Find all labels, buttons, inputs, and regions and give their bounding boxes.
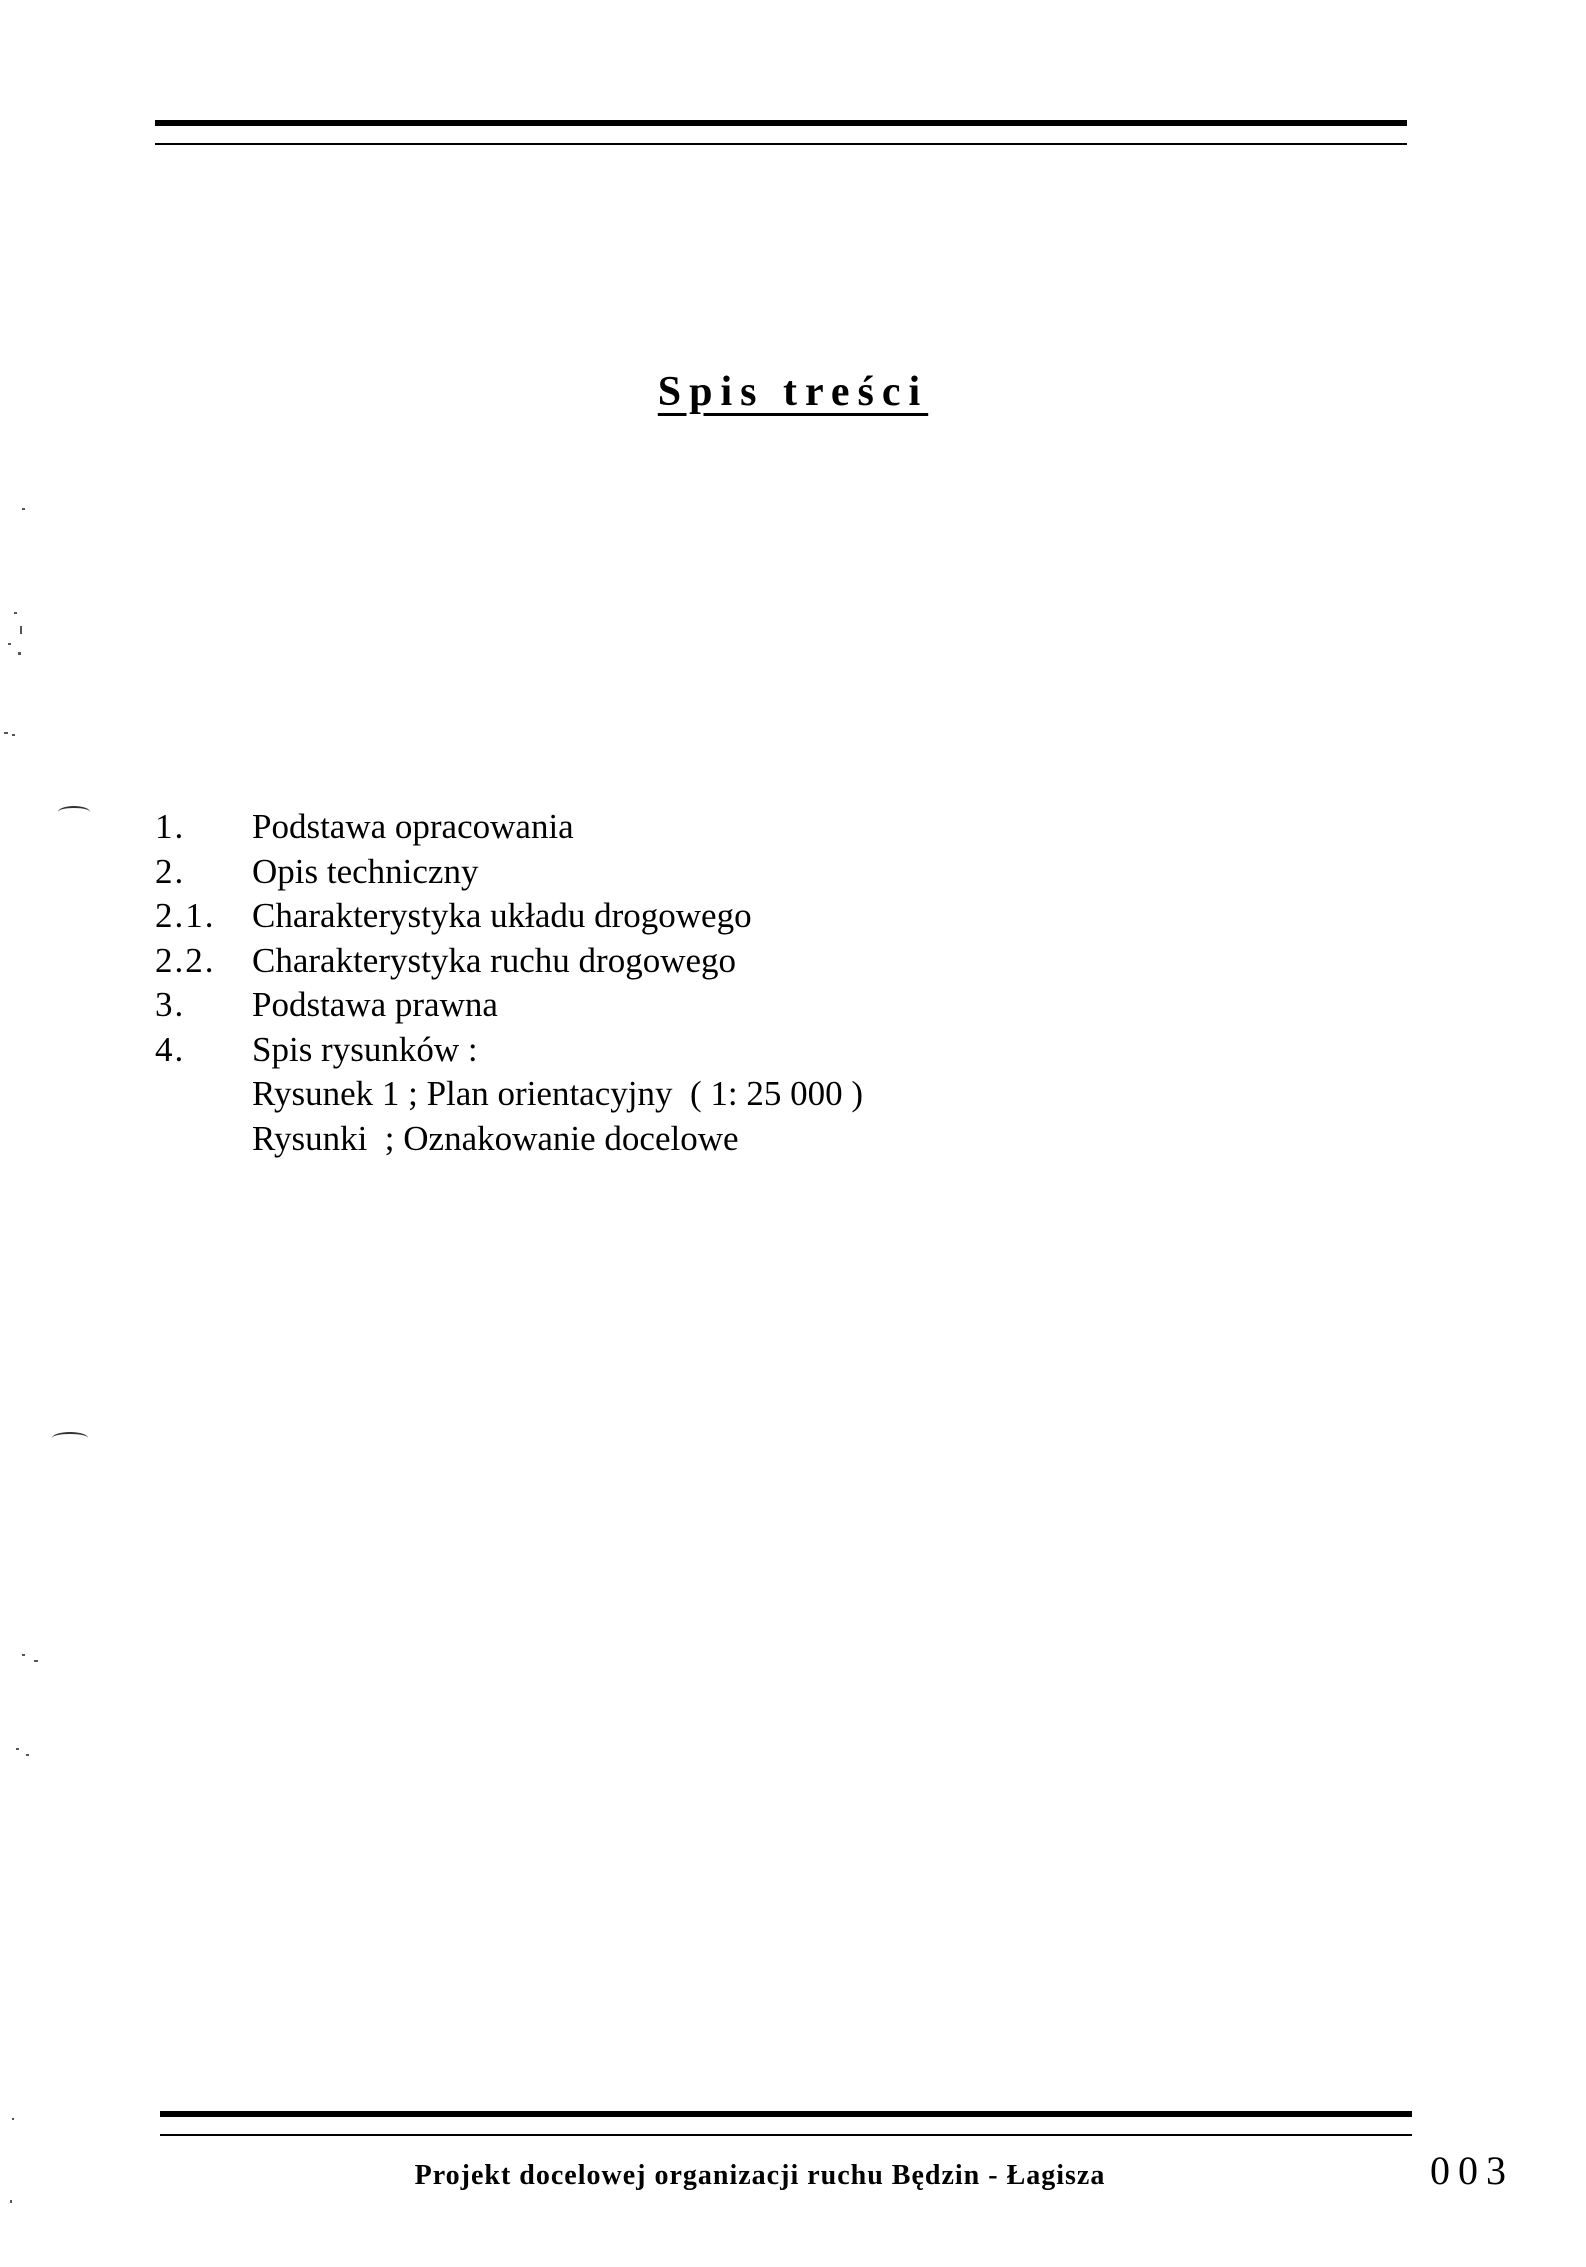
scan-speck xyxy=(34,1660,38,1662)
toc-entry-number: 4. xyxy=(155,1029,186,1069)
scan-speck xyxy=(22,1654,25,1656)
toc-entry-label: Rysunek 1 ; Plan orientacyjny ( 1: 25 000 ) xyxy=(252,1074,864,1113)
scan-speck xyxy=(26,1754,29,1756)
scan-mark xyxy=(52,1432,88,1444)
toc-entry xyxy=(155,850,1155,895)
toc-entry-label: Charakterystyka układu drogowego xyxy=(252,896,752,935)
scan-mark xyxy=(58,806,90,818)
toc-entry-number: 2.1. xyxy=(155,896,216,935)
toc-entry-label: Podstawa prawna xyxy=(252,985,498,1024)
scan-speck xyxy=(12,734,15,736)
toc-entry-label: Charakterystyka ruchu drogowego xyxy=(252,940,737,980)
scan-speck xyxy=(14,612,17,614)
scan-speck xyxy=(8,643,11,645)
toc-subentry xyxy=(155,1117,1155,1162)
toc-entry-number: 3. xyxy=(155,985,186,1024)
header-rule-thick xyxy=(155,120,1407,126)
footer-rule-thick xyxy=(160,2111,1412,2117)
scan-speck xyxy=(4,732,8,734)
footer-project-title: Projekt docelowej organizacji ruchu Będzin - Łagisza xyxy=(414,2160,1106,2191)
table-of-contents xyxy=(155,805,1155,1161)
toc-entry-label: Opis techniczny xyxy=(252,851,479,891)
header-rule-thin xyxy=(155,143,1407,145)
toc-entry-label: Spis rysunków : xyxy=(252,1029,478,1069)
footer-rule-thin xyxy=(160,2134,1412,2136)
toc-entry xyxy=(155,983,1155,1028)
toc-entry-number: 2.2. xyxy=(155,940,216,980)
page-number: 003 xyxy=(1430,2148,1514,2193)
scan-speck xyxy=(16,1748,19,1750)
toc-entry xyxy=(155,939,1155,984)
toc-entry xyxy=(155,1028,1155,1073)
scan-speck xyxy=(20,626,22,634)
toc-entry xyxy=(155,805,1155,850)
toc-entry-number: 2. xyxy=(155,851,186,891)
toc-entry-label: Podstawa opracowania xyxy=(252,807,574,846)
toc-subentry xyxy=(155,1072,1155,1117)
toc-entry-number: 1. xyxy=(155,807,186,846)
toc-entry xyxy=(155,894,1155,939)
scan-speck xyxy=(10,2200,12,2203)
page-title: Spis treści xyxy=(657,369,929,415)
scan-speck xyxy=(12,2118,14,2120)
toc-entry-label: Rysunki ; Oznakowanie docelowe xyxy=(252,1118,739,1158)
scan-speck xyxy=(22,508,25,510)
scan-speck xyxy=(18,652,21,655)
